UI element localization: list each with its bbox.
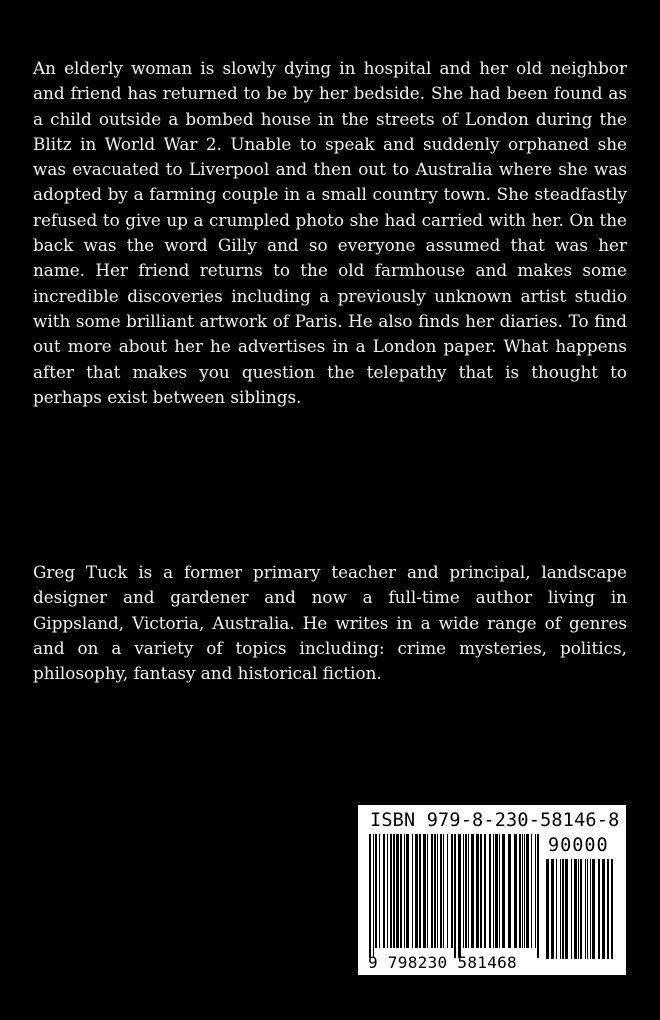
barcode-bar — [546, 859, 549, 959]
barcode-bar — [592, 859, 595, 959]
barcode-bar — [499, 834, 500, 948]
barcode-bar — [431, 834, 433, 948]
barcode-bar — [580, 859, 582, 959]
barcode-bar — [526, 834, 529, 948]
barcode-bar — [531, 834, 532, 948]
barcode-bar — [587, 859, 588, 959]
barcode-bar — [458, 834, 461, 958]
barcode-bar — [565, 859, 568, 959]
barcode-bar — [423, 834, 426, 948]
barcode-bar — [404, 834, 405, 948]
author-bio: Greg Tuck is a former primary teacher and principal, landscape designer and gardener and now a full-time author living in Gippsland, Victoria, Australia. He writes in a wide range of genres and on a variety of topics including: crime mysteries, politics, philosophy, fantasy and historical fiction. — [33, 562, 627, 684]
barcode-bar — [468, 834, 469, 948]
barcode-bar — [560, 859, 561, 959]
barcode-bar — [537, 834, 539, 958]
barcode-bar — [480, 834, 482, 948]
barcode-bar — [465, 834, 467, 948]
barcode-bar — [390, 834, 392, 948]
barcode-bar — [535, 834, 536, 948]
barcode-bar — [551, 859, 554, 959]
barcode-bar — [434, 834, 436, 948]
barcode-bar — [406, 834, 409, 948]
barcode-bar — [574, 859, 577, 959]
barcode-bar — [611, 859, 613, 959]
barcode-bar — [484, 834, 486, 948]
barcode-bar — [493, 834, 494, 948]
barcode-bar — [602, 859, 605, 959]
isbn-label: ISBN 979-8-230-58146-8 — [370, 810, 620, 831]
barcode-bar — [476, 834, 479, 948]
barcode-bar — [578, 859, 579, 959]
barcode-bar — [369, 834, 371, 958]
barcode-bar — [415, 834, 418, 948]
barcode-bar — [383, 834, 385, 948]
barcode-bar — [400, 834, 402, 948]
barcode-bar — [495, 834, 498, 948]
barcode-bar — [379, 834, 380, 948]
barcode-bar — [571, 859, 572, 959]
barcode-bar — [585, 859, 586, 959]
barcode-bar — [454, 834, 456, 958]
barcode-addon-bars — [545, 859, 617, 969]
barcode-bar — [387, 834, 388, 948]
barcode-bar — [373, 834, 374, 958]
barcode-bar — [451, 834, 453, 948]
barcode-bar — [440, 834, 442, 948]
barcode-bar — [375, 834, 377, 948]
barcode-bar — [489, 834, 491, 948]
book-blurb: An elderly woman is slowly dying in hospital and her old neighbor and friend has returned to be by her bedside. She had been found as a child outside a bombed house in the streets of London during the Blitz in World War 2. Unable to speak and suddenly orphaned she was evacuated to Liverpool and then out to Australia where she was adopted by a farming couple in a small country town. She steadfastly refused to give up a crumpled photo she had carried with her. On the back was the word Gilly and so everyone assumed that was her name. Her friend returns to the old farmhouse and makes some incredible discoveries including a previously unknown artist studio with some brilliant artwork of Paris. He also finds her diaries. To find out more about her he advertises in a London paper. What happens after that makes you question the telepathy that is thought to perhaps exist between siblings. — [33, 58, 627, 407]
barcode-bar — [556, 859, 557, 959]
barcode-bar — [508, 834, 511, 948]
barcode-bar — [607, 859, 609, 959]
barcode-addon-number: 90000 — [548, 835, 609, 856]
barcode-bar — [519, 834, 521, 948]
barcode-bar — [562, 859, 564, 959]
barcode-bar — [412, 834, 413, 948]
barcode-bar — [396, 834, 399, 948]
barcode-bar — [427, 834, 428, 948]
barcode-bar — [524, 834, 525, 948]
barcode-bar — [393, 834, 395, 948]
barcode-bar — [522, 834, 523, 948]
barcode-bar — [471, 834, 474, 948]
barcode-bar — [437, 834, 438, 948]
barcode-bar — [514, 834, 517, 948]
barcode-bar — [598, 859, 600, 959]
barcode-bars — [368, 834, 543, 958]
barcode-bar — [443, 834, 444, 948]
barcode-bar — [447, 834, 448, 948]
barcode-bar — [502, 834, 505, 948]
barcode-bar — [463, 834, 464, 948]
barcode-bar — [419, 834, 421, 948]
barcode-ean-number: 9 798230 581468 — [368, 953, 517, 972]
isbn-barcode — [358, 805, 626, 975]
barcode-bar — [590, 859, 591, 959]
